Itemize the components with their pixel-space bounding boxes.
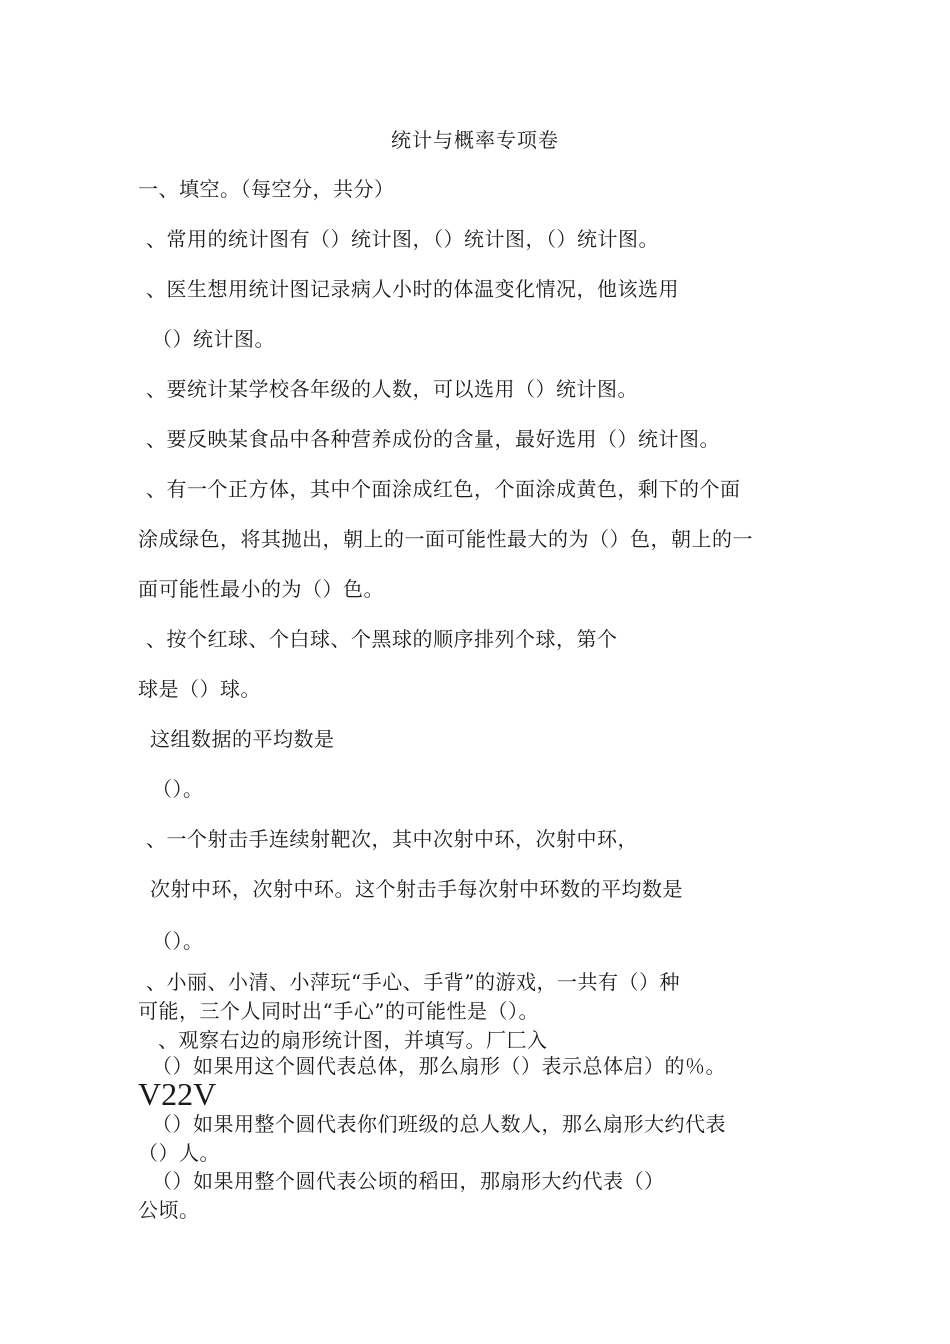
question-10-sub-2-line-2: （）人。 xyxy=(138,1141,220,1165)
section-heading: 一、填空。（每空分，共分） xyxy=(138,177,395,201)
question-10-line-1: 、观察右边的扇形统计图，并填写。厂匚入 xyxy=(158,1028,548,1052)
question-5-line-3: 面可能性最小的为（）色。 xyxy=(138,577,384,601)
question-1: 、常用的统计图有（）统计图，（）统计图，（）统计图。 xyxy=(146,227,659,251)
question-4: 、要反映某食品中各种营养成份的含量，最好选用（）统计图。 xyxy=(146,427,720,451)
question-8-line-1: 、一个射击手连续射靶次，其中次射中环，次射中环， xyxy=(146,827,638,851)
question-6-line-2: 球是（）球。 xyxy=(138,677,261,701)
question-10-sub-3-line-2: 公顷。 xyxy=(138,1198,200,1222)
question-9-line-1: 、小丽、小清、小萍玩“手心、手背”的游戏，一共有（）种 xyxy=(146,970,680,994)
question-7-line-2: （）。 xyxy=(152,777,204,801)
question-5-line-2: 涂成绿色，将其抛出，朝上的一面可能性最大的为（）色，朝上的一 xyxy=(138,527,753,551)
question-8-line-2: 次射中环，次射中环。这个射击手每次射中环数的平均数是 xyxy=(150,877,683,901)
question-2-line-1: 、医生想用统计图记录病人小时的体温变化情况，他该选用 xyxy=(146,277,679,301)
question-8-line-3: （）。 xyxy=(152,929,204,953)
question-9-line-2: 可能，三个人同时出“手心”的可能性是（）。 xyxy=(138,999,539,1023)
question-5-line-1: 、有一个正方体，其中个面涂成红色，个面涂成黄色，剩下的个面 xyxy=(146,477,741,501)
question-10-sub-3-line-1: （）如果用整个圆代表公顷的稻田，那扇形大约代表（） xyxy=(152,1169,665,1193)
question-10-sub-2-line-1: （）如果用整个圆代表你们班级的总人数人，那么扇形大约代表 xyxy=(152,1112,726,1136)
question-10-sub-1: （）如果用这个圆代表总体，那么扇形（）表示总体启）的％。 xyxy=(152,1054,726,1078)
question-3: 、要统计某学校各年级的人数，可以选用（）统计图。 xyxy=(146,377,638,401)
question-2-line-2: （）统计图。 xyxy=(152,327,275,351)
document-title: 统计与概率专项卷 xyxy=(391,128,559,152)
garbled-chart-label: V22V xyxy=(138,1076,217,1112)
question-7-line-1: 这组数据的平均数是 xyxy=(150,727,335,751)
question-6-line-1: 、按个红球、个白球、个黑球的顺序排列个球，第个 xyxy=(146,627,618,651)
